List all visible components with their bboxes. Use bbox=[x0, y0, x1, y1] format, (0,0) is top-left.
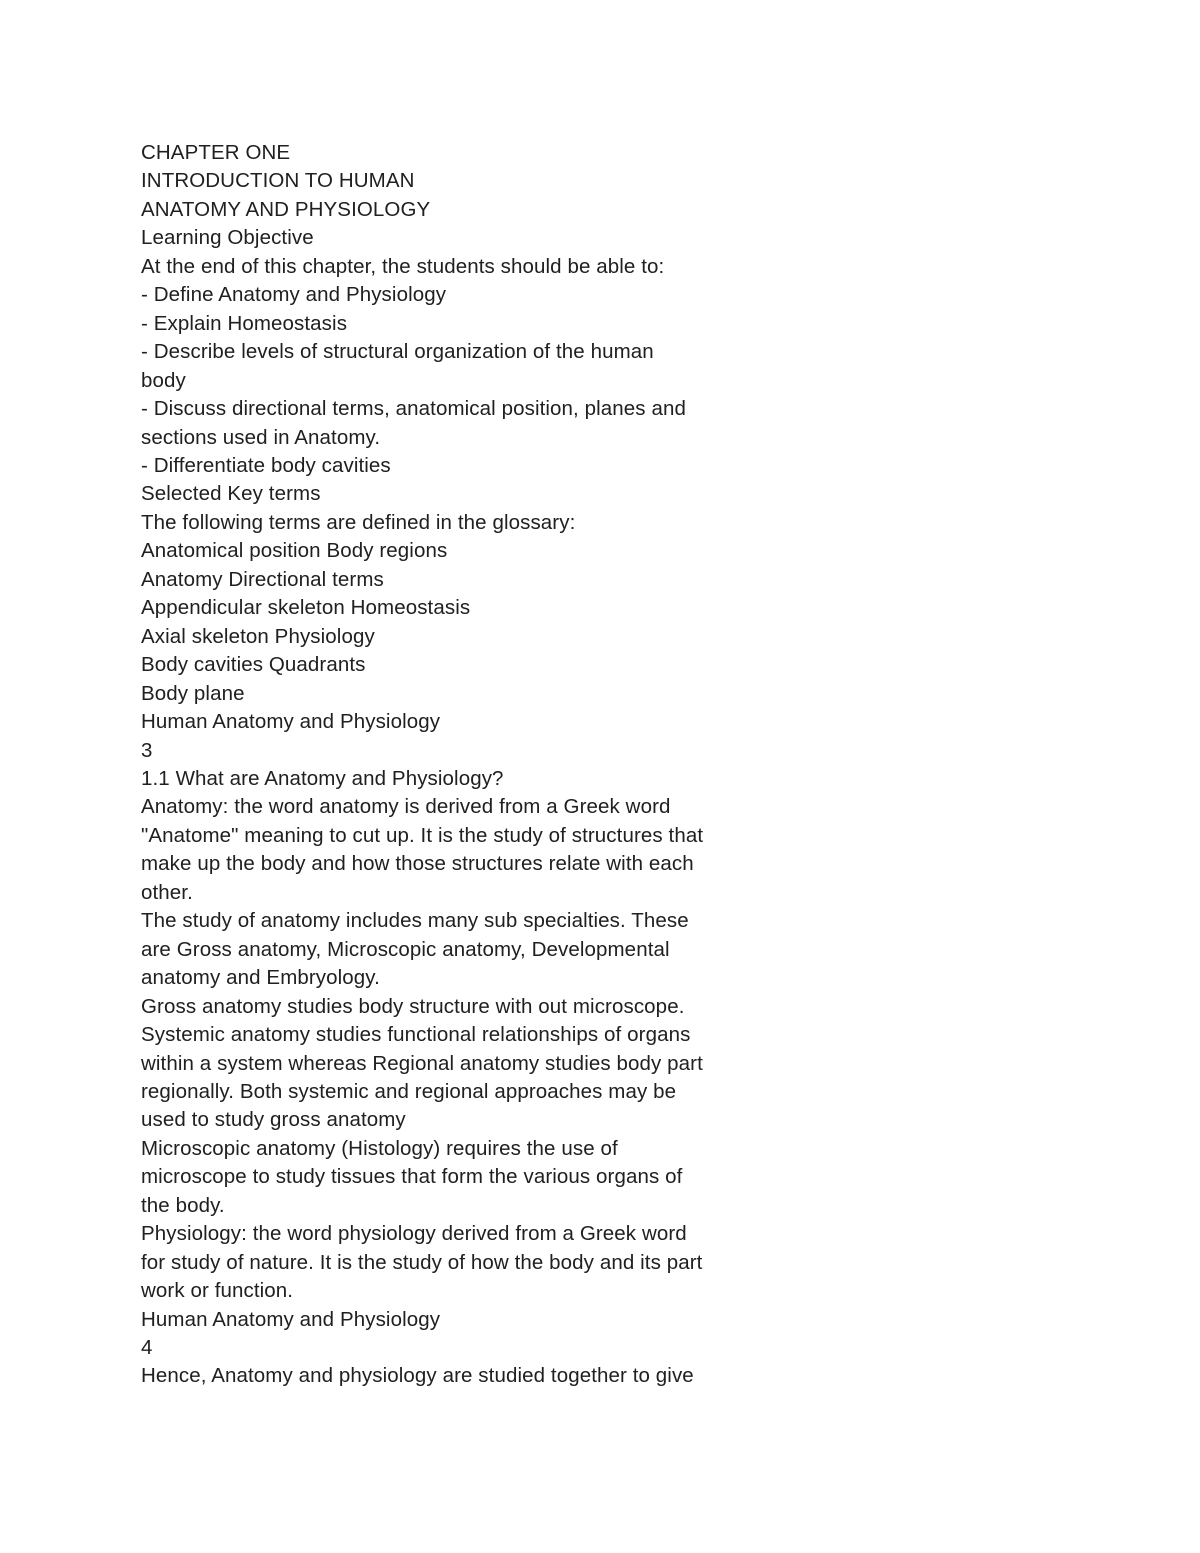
paragraph-line: Hence, Anatomy and physiology are studied together to give bbox=[141, 1364, 694, 1388]
page-number: 4 bbox=[141, 1336, 153, 1360]
section-heading: 1.1 What are Anatomy and Physiology? bbox=[141, 766, 504, 790]
paragraph-line: anatomy and Embryology. bbox=[141, 966, 380, 990]
paragraph-line: Microscopic anatomy (Histology) requires the use of bbox=[141, 1136, 618, 1160]
objective-intro: At the end of this chapter, the students should be able to: bbox=[141, 254, 665, 278]
document-text bbox=[141, 139, 761, 1391]
key-term-row: Anatomical position Body regions bbox=[141, 539, 448, 563]
chapter-label: CHAPTER ONE bbox=[141, 141, 291, 164]
paragraph-line: Systemic anatomy studies functional relationships of organs bbox=[141, 1023, 691, 1047]
paragraph-line: are Gross anatomy, Microscopic anatomy, Developmental bbox=[141, 937, 670, 961]
chapter-title-line-2: ANATOMY AND PHYSIOLOGY bbox=[141, 197, 431, 221]
paragraph-line: Gross anatomy studies body structure with out microscope. bbox=[141, 994, 685, 1018]
objective-item-continued: body bbox=[141, 368, 186, 392]
key-term-row: Axial skeleton Physiology bbox=[141, 624, 375, 648]
paragraph-line: the body. bbox=[141, 1193, 225, 1217]
page-number: 3 bbox=[141, 738, 153, 762]
paragraph-line: microscope to study tissues that form the various organs of bbox=[141, 1165, 683, 1189]
objective-item: - Explain Homeostasis bbox=[141, 311, 348, 335]
paragraph-line: used to study gross anatomy bbox=[141, 1108, 406, 1132]
paragraph-line: for study of nature. It is the study of how the body and its part bbox=[141, 1250, 703, 1274]
running-header: Human Anatomy and Physiology bbox=[141, 710, 441, 734]
paragraph-line: make up the body and how those structures relate with each bbox=[141, 852, 694, 876]
paragraph-line: Physiology: the word physiology derived from a Greek word bbox=[141, 1222, 687, 1246]
paragraph-line: Anatomy: the word anatomy is derived from a Greek word bbox=[141, 795, 671, 819]
objective-item: - Define Anatomy and Physiology bbox=[141, 283, 447, 307]
key-terms-heading: Selected Key terms bbox=[141, 482, 321, 506]
learning-objective-heading: Learning Objective bbox=[141, 226, 314, 250]
objective-item: - Discuss directional terms, anatomical position, planes and bbox=[141, 397, 686, 421]
key-term-row: Body plane bbox=[141, 681, 245, 705]
paragraph-line: "Anatome" meaning to cut up. It is the study of structures that bbox=[141, 823, 704, 847]
key-terms-intro: The following terms are defined in the glossary: bbox=[141, 510, 576, 534]
paragraph-line: regionally. Both systemic and regional approaches may be bbox=[141, 1079, 677, 1103]
objective-item: - Differentiate body cavities bbox=[141, 453, 391, 477]
chapter-title-line-1: INTRODUCTION TO HUMAN bbox=[141, 169, 415, 193]
objective-item-continued: sections used in Anatomy. bbox=[141, 425, 381, 449]
objective-item: - Describe levels of structural organization of the human bbox=[141, 340, 654, 364]
key-term-row: Appendicular skeleton Homeostasis bbox=[141, 596, 471, 620]
paragraph-line: The study of anatomy includes many sub specialties. These bbox=[141, 909, 689, 933]
paragraph-line: within a system whereas Regional anatomy studies body part bbox=[141, 1051, 703, 1075]
running-header: Human Anatomy and Physiology bbox=[141, 1307, 441, 1331]
paragraph-line: work or function. bbox=[141, 1279, 294, 1303]
key-term-row: Anatomy Directional terms bbox=[141, 567, 384, 591]
key-term-row: Body cavities Quadrants bbox=[141, 653, 366, 677]
paragraph-line: other. bbox=[141, 880, 193, 904]
